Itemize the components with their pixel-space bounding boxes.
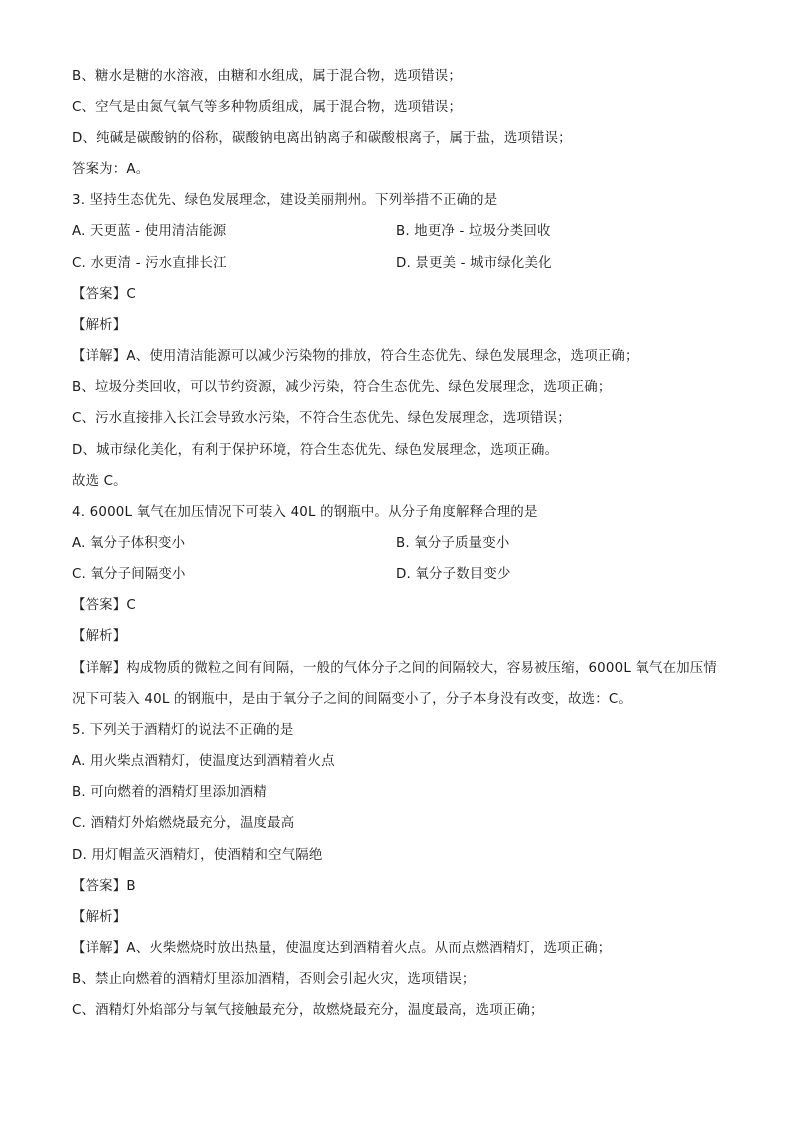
q5-detail-line: C、酒精灯外焰部分与氧气接触最充分，故燃烧最充分，温度最高，选项正确； <box>72 1003 544 1018</box>
q3-stem: 3. 坚持生态优先、绿色发展理念，建设美丽荆州。下列举措不正确的是 <box>72 193 498 208</box>
q4-stem: 4. 6000L 氧气在加压情况下可装入 40L 的钢瓶中。从分子角度解释合理的是 <box>72 505 538 520</box>
q5-detail-line: B、禁止向燃着的酒精灯里添加酒精，否则会引起火灾，选项错误； <box>72 972 476 987</box>
q2-answer: 答案为：A。 <box>72 162 150 177</box>
q3-option-a: A. 天更蓝 - 使用清洁能源 <box>72 224 227 239</box>
q5-option-a: A. 用火柴点酒精灯，使温度达到酒精着火点 <box>72 754 335 769</box>
q3-detail-line: D、城市绿化美化，有利于保护环境，符合生态优先、绿色发展理念，选项正确。 <box>72 443 559 458</box>
q4-option-a: A. 氧分子体积变小 <box>72 536 186 551</box>
q4-option-c: C. 氧分子间隔变小 <box>72 567 186 582</box>
q3-option-c: C. 水更清 - 污水直排长江 <box>72 256 227 271</box>
q4-option-d: D. 氧分子数目变少 <box>396 567 511 582</box>
q4-detail-line: 况下可装入 40L 的钢瓶中，是由于氧分子之间的间隔变小了，分子本身没有改变，故选：C。 <box>72 692 633 707</box>
q3-detail-line: 【详解】A、使用清洁能源可以减少污染物的排放，符合生态优先、绿色发展理念，选项正确； <box>72 349 639 364</box>
q3-detail-line: B、垃圾分类回收，可以节约资源，减少污染，符合生态优先、绿色发展理念，选项正确； <box>72 380 612 395</box>
q2-option-c-explanation: C、空气是由氮气氧气等多种物质组成，属于混合物，选项错误； <box>72 100 463 115</box>
q5-stem: 5. 下列关于酒精灯的说法不正确的是 <box>72 723 294 738</box>
q3-option-b: B. 地更净 - 垃圾分类回收 <box>396 224 551 239</box>
q5-option-d: D. 用灯帽盖灭酒精灯，使酒精和空气隔绝 <box>72 848 323 863</box>
q2-option-b-explanation: B、糖水是糖的水溶液，由糖和水组成，属于混合物，选项错误； <box>72 69 462 84</box>
q3-answer: 【答案】C <box>72 287 136 302</box>
q3-analysis-label: 【解析】 <box>72 318 127 333</box>
q5-answer: 【答案】B <box>72 879 136 894</box>
q4-analysis-label: 【解析】 <box>72 629 127 644</box>
q5-detail-line: 【详解】A、火柴燃烧时放出热量，使温度达到酒精着火点。从而点燃酒精灯，选项正确； <box>72 941 612 956</box>
q3-detail-line: C、污水直接排入长江会导致水污染，不符合生态优先、绿色发展理念，选项错误； <box>72 411 571 426</box>
q3-option-d: D. 景更美 - 城市绿化美化 <box>396 256 552 271</box>
q2-option-d-explanation: D、纯碱是碳酸钠的俗称，碳酸钠电离出钠离子和碳酸根离子，属于盐，选项错误； <box>72 131 572 146</box>
q5-analysis-label: 【解析】 <box>72 910 127 925</box>
q5-option-b: B. 可向燃着的酒精灯里添加酒精 <box>72 785 267 800</box>
q4-answer: 【答案】C <box>72 598 136 613</box>
q4-detail-line: 【详解】构成物质的微粒之间有间隔，一般的气体分子之间的间隔较大，容易被压缩，6000L 氧气在加压情 <box>72 661 717 676</box>
q4-option-b: B. 氧分子质量变小 <box>396 536 510 551</box>
q3-conclusion: 故选 C。 <box>72 474 127 489</box>
q5-option-c: C. 酒精灯外焰燃烧最充分，温度最高 <box>72 816 295 831</box>
